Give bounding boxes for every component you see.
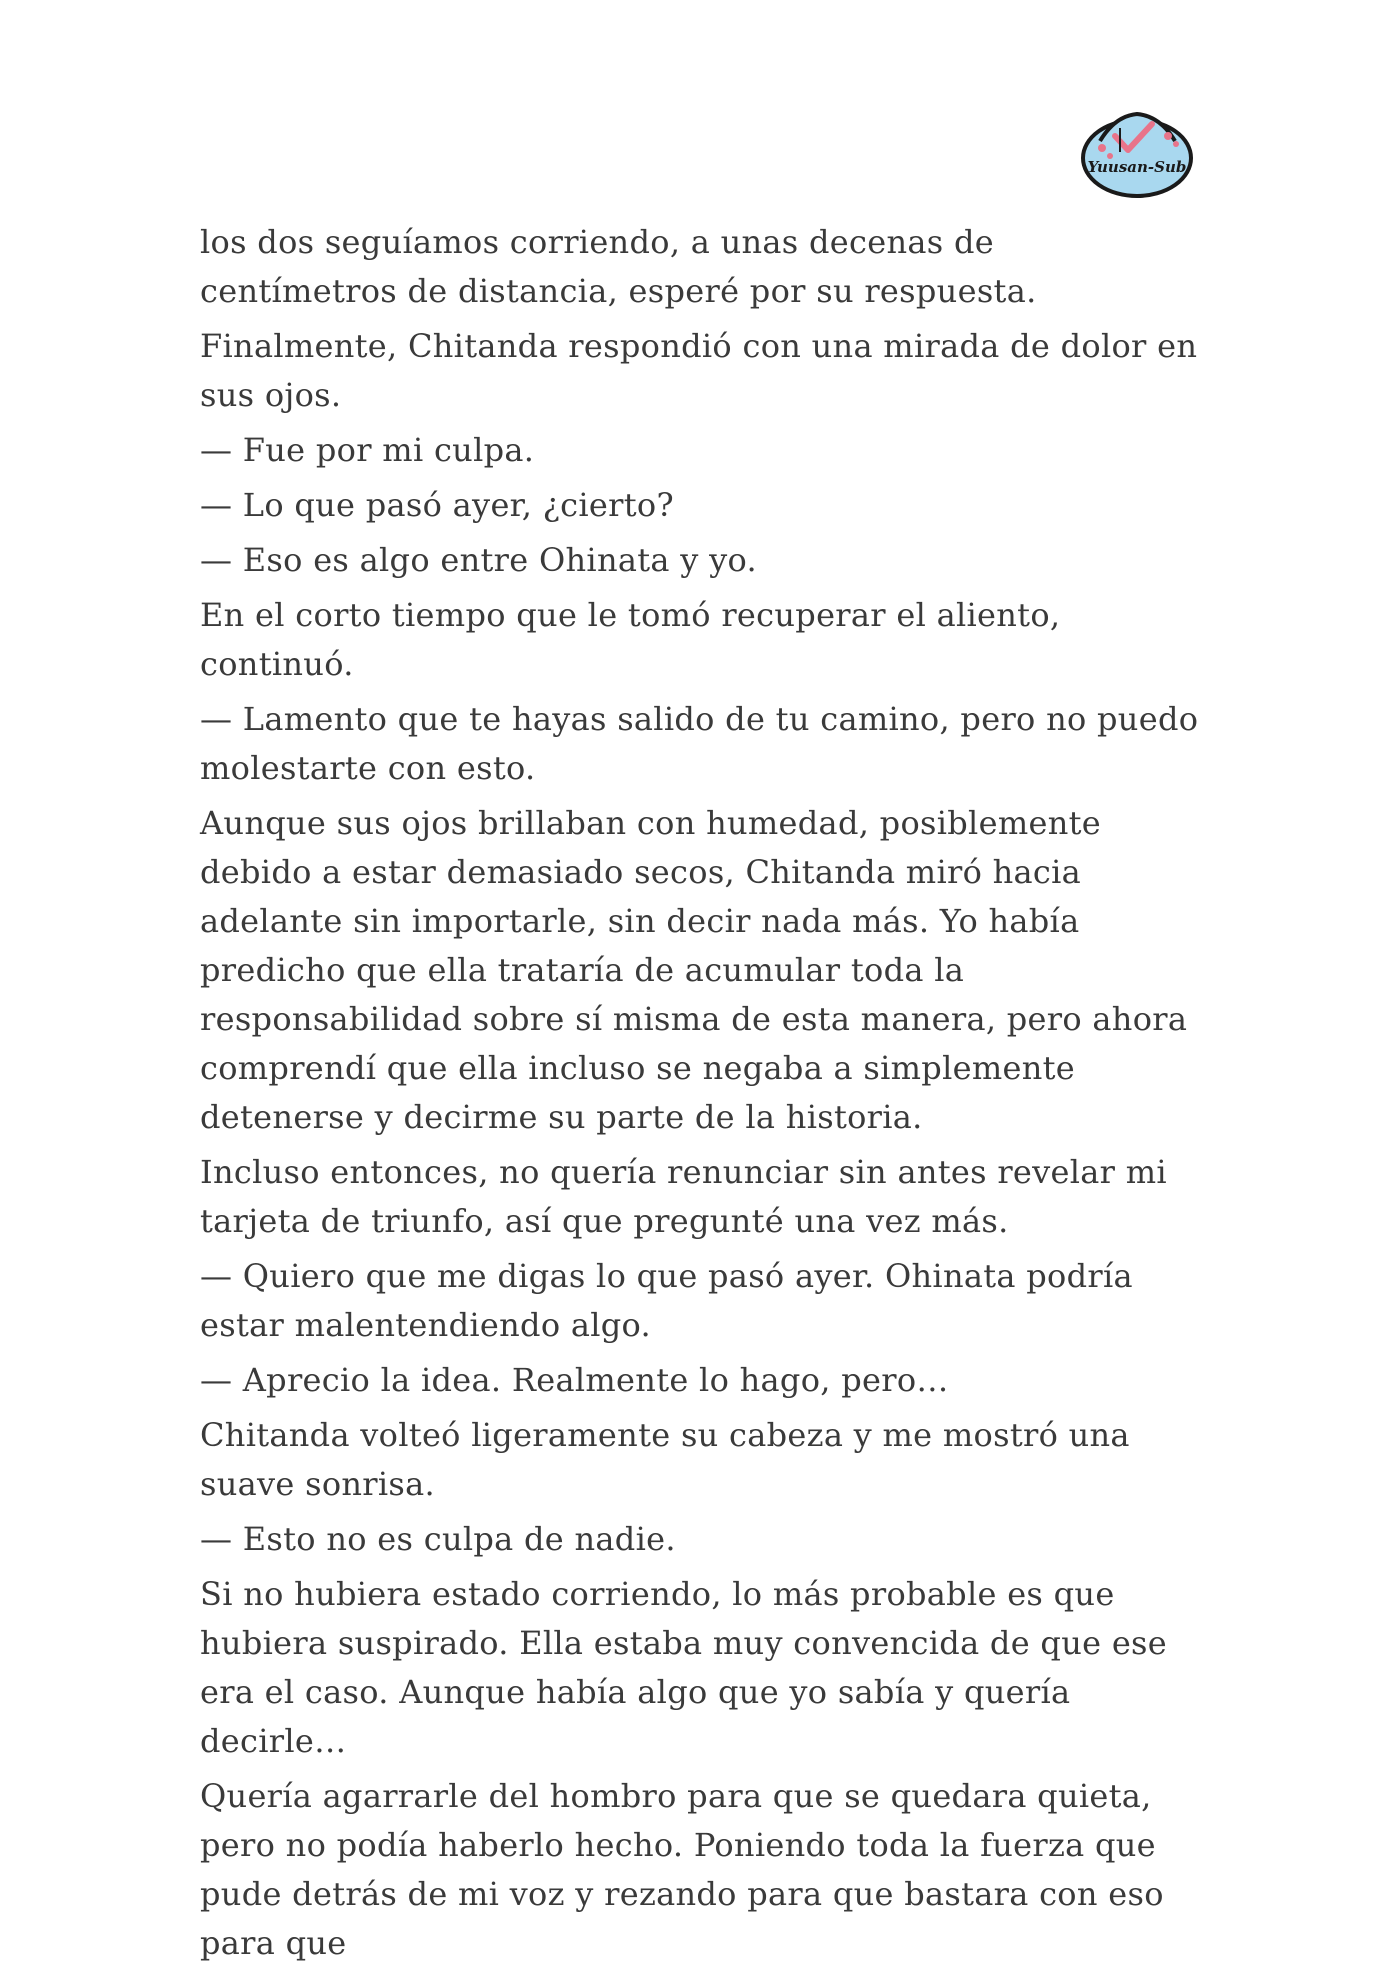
paragraph: los dos seguíamos corriendo, a unas decenas de centímetros de distancia, esperé por su respuesta. <box>200 223 1037 310</box>
paragraph: Quería agarrarle del hombro para que se quedara quieta, pero no podía haberlo hecho. Poniendo toda la fuerza que pude detrás de mi voz y rezando para que bastara con eso para que <box>200 1777 1164 1962</box>
yuusan-sub-logo <box>1080 106 1195 198</box>
paragraph: En el corto tiempo que le tomó recuperar el aliento, continuó. <box>200 596 1061 683</box>
dialogue-line: — Fue por mi culpa. <box>200 431 535 469</box>
logo-badge-icon <box>1080 106 1195 198</box>
dialogue-line: — Quiero que me digas lo que pasó ayer. Ohinata podría estar malentendiendo algo. <box>200 1257 1133 1344</box>
page-body <box>200 218 1200 1974</box>
paragraph: Incluso entonces, no quería renunciar sin antes revelar mi tarjeta de triunfo, así que pregunté una vez más. <box>200 1153 1167 1240</box>
paragraph: Finalmente, Chitanda respondió con una mirada de dolor en sus ojos. <box>200 327 1198 414</box>
dialogue-line: — Lo que pasó ayer, ¿cierto? <box>200 486 674 524</box>
dialogue-line: — Aprecio la idea. Realmente lo hago, pero… <box>200 1361 949 1399</box>
paragraph: Aunque sus ojos brillaban con humedad, posiblemente debido a estar demasiado secos, Chitanda miró hacia adelante sin importarle, sin decir nada más. Yo había predicho que ella trataría de acumular toda la responsabilidad sobre sí misma de esta manera, pero ahora comprendí que ella incluso se negaba a simplemente detenerse y decirme su parte de la historia. <box>200 804 1188 1136</box>
paragraph: Si no hubiera estado corriendo, lo más probable es que hubiera suspirado. Ella estaba muy convencida de que ese era el caso. Aunque había algo que yo sabía y quería decirle… <box>200 1575 1168 1760</box>
dialogue-line: — Eso es algo entre Ohinata y yo. <box>200 541 757 579</box>
logo-text: Yuusan-Sub <box>1087 158 1187 176</box>
paragraph: Chitanda volteó ligeramente su cabeza y me mostró una suave sonrisa. <box>200 1416 1130 1503</box>
dialogue-line: — Esto no es culpa de nadie. <box>200 1520 676 1558</box>
dialogue-line: — Lamento que te hayas salido de tu camino, pero no puedo molestarte con esto. <box>200 700 1199 787</box>
